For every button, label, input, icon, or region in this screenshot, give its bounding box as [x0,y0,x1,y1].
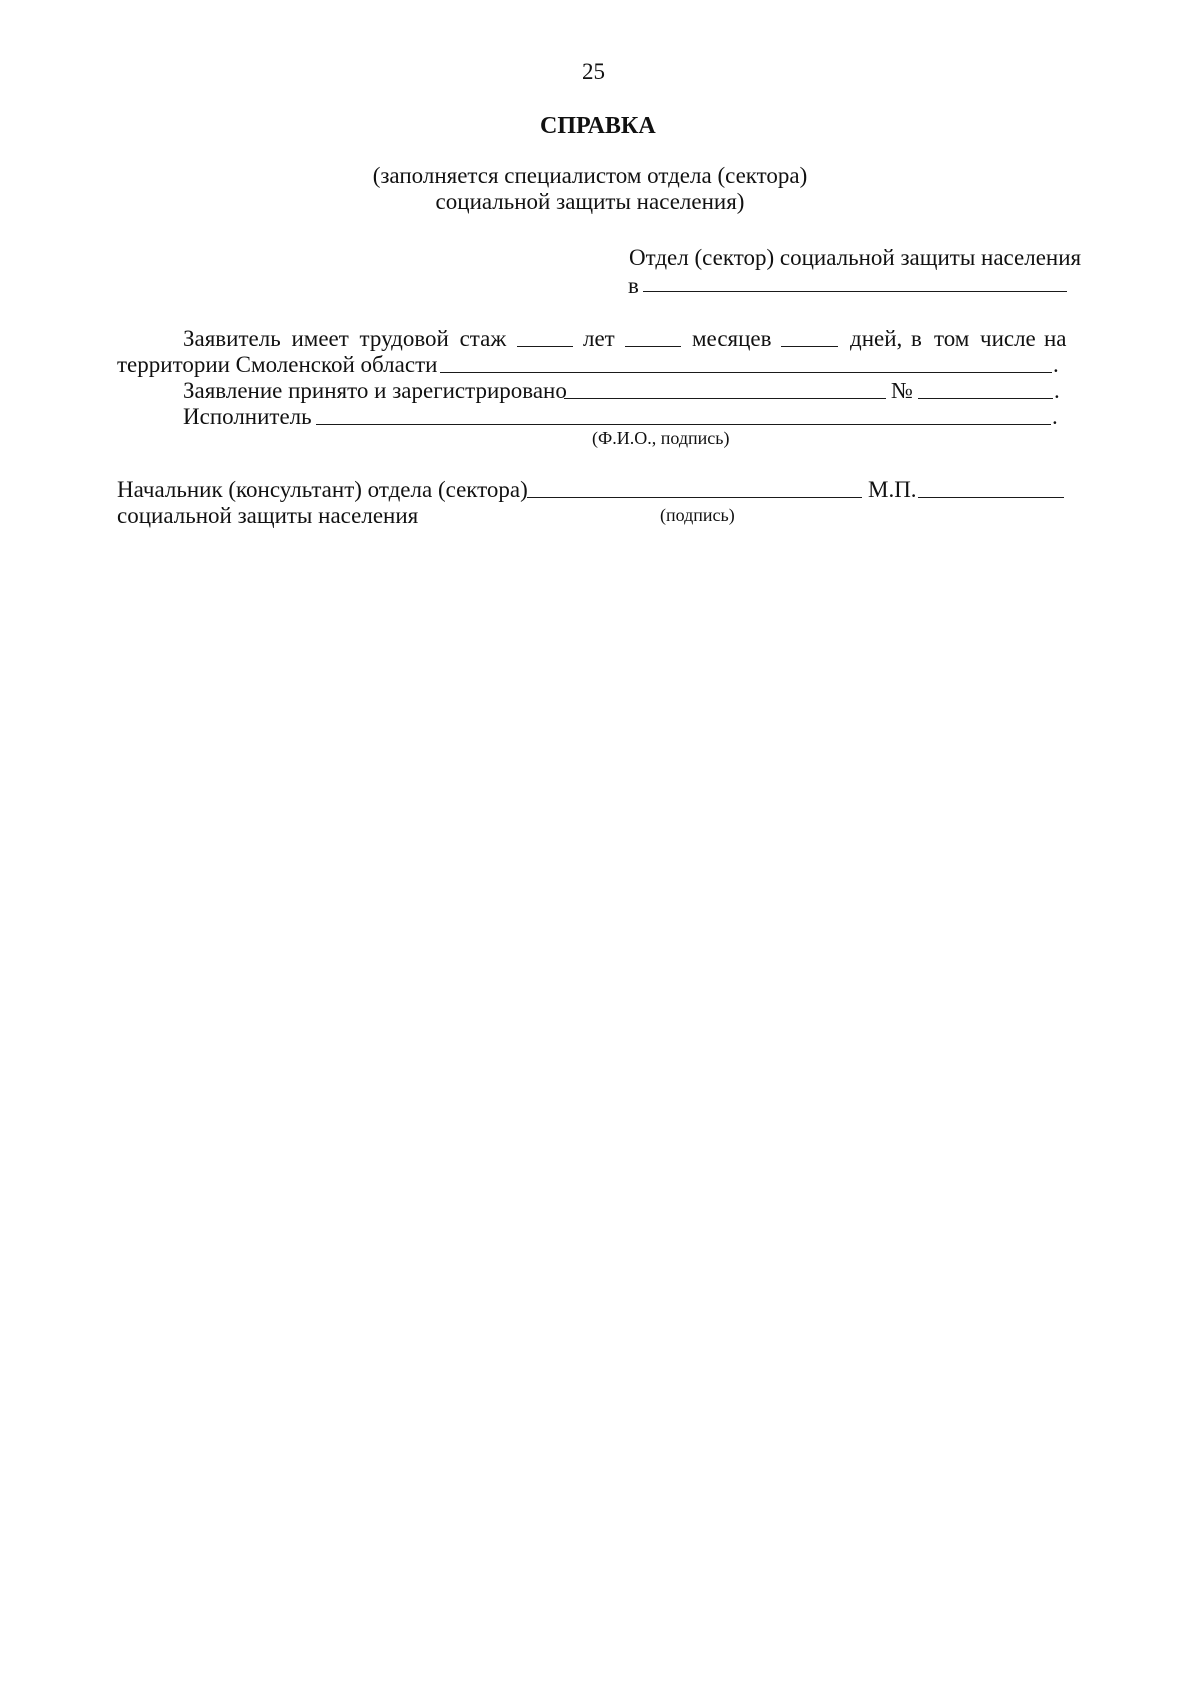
months-field[interactable] [625,346,681,347]
executor-field[interactable] [316,424,1051,425]
experience-word-4: на [1044,326,1067,351]
territory-label: территории Смоленской области [117,352,438,377]
chief-title-line-1: Начальник (консультант) отдела (сектора) [117,477,528,502]
months-label: месяцев [692,326,772,351]
executor-caption: (Ф.И.О., подпись) [592,428,730,448]
registration-number-field[interactable] [918,398,1053,399]
seal-field[interactable] [918,497,1064,498]
page-number: 25 [582,59,605,84]
chief-signature-field[interactable] [527,497,862,498]
territory-field[interactable] [440,372,1052,373]
registration-period: . [1054,378,1060,403]
registration-label: Заявление принято и зарегистрировано [183,378,567,403]
chief-title-line-2: социальной защиты населения [117,503,419,528]
executor-period: . [1052,404,1058,429]
department-field[interactable] [643,291,1067,292]
experience-word-2: том [934,326,970,351]
years-label: лет [583,326,615,351]
registration-number-sign: № [891,378,913,403]
days-label: дней, [850,326,903,351]
department-prefix: в [628,273,639,298]
subtitle-line-2: социальной защиты населения) [435,189,745,214]
experience-intro: Заявитель имеет трудовой стаж [183,326,507,351]
territory-period: . [1053,352,1059,377]
experience-word-1: в [911,326,922,351]
years-field[interactable] [517,346,573,347]
days-field[interactable] [781,346,838,347]
experience-word-3: числе [980,326,1036,351]
department-label: Отдел (сектор) социальной защиты населения [629,245,1082,270]
registration-date-field[interactable] [564,398,886,399]
seal-label: М.П. [868,477,917,502]
document-title: СПРАВКА [540,113,656,139]
executor-label: Исполнитель [183,404,312,429]
chief-signature-caption: (подпись) [660,505,735,525]
subtitle-line-1: (заполняется специалистом отдела (сектора) [372,163,808,188]
